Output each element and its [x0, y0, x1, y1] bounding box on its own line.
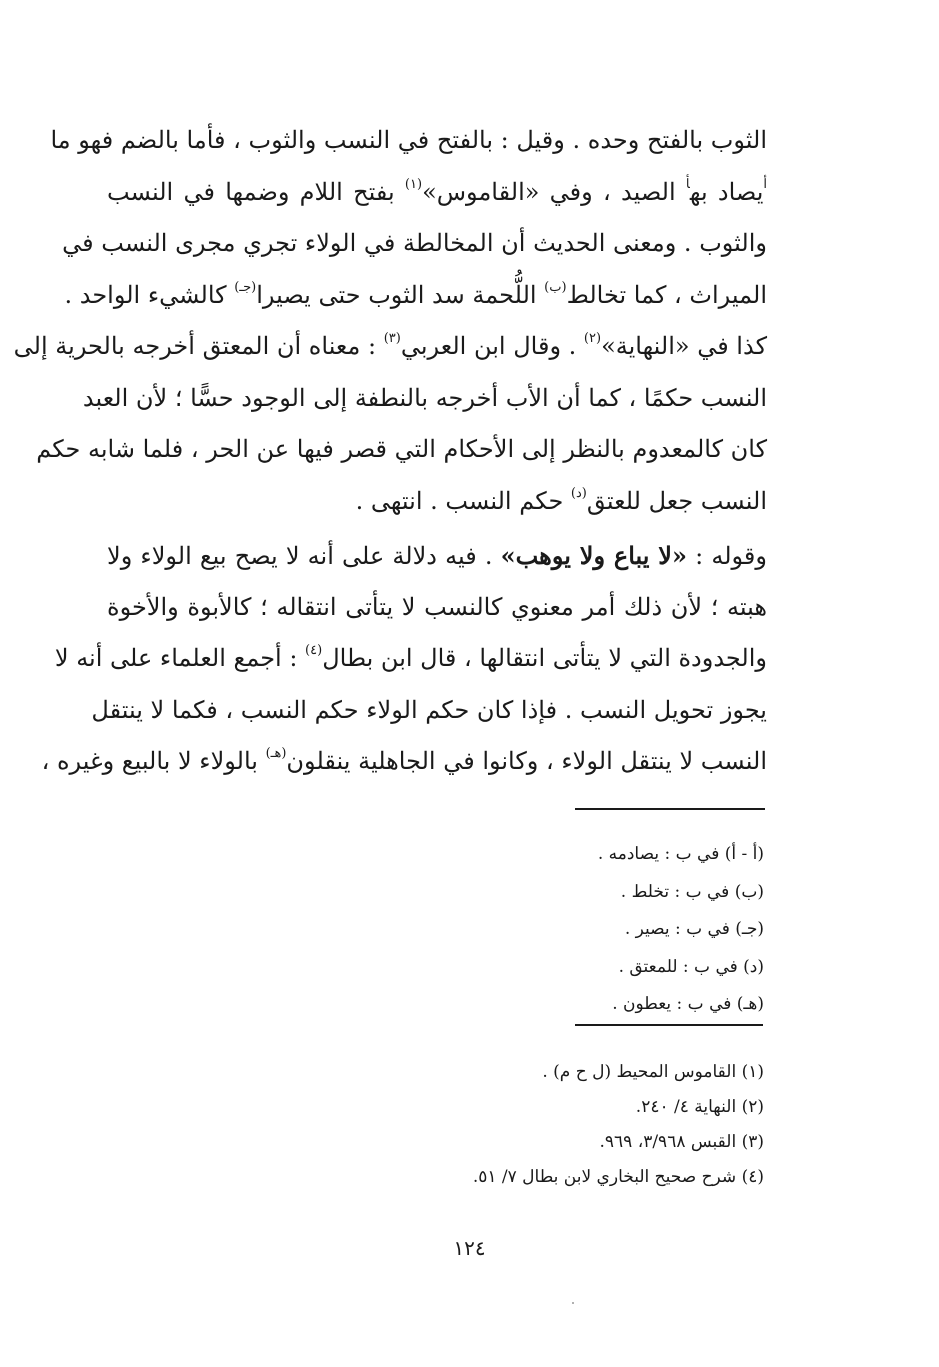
text-line: كذا في «النهاية»$^{(٢)}$ . وقال ابن العربي$^{(٣)}$ : معناه أن المعتق أخرجه بالحرية إلى — [13, 331, 767, 360]
variant-marker: أ — [763, 176, 767, 192]
footnote-marker: (١) — [404, 176, 423, 192]
variant-marker: أ — [685, 176, 690, 192]
variant-note: (د) في ب : للمعتق . — [618, 956, 764, 977]
source-notes — [364, 1055, 764, 1195]
text-line: النسب حكمًا ، كما أن الأب أخرجه بالنطفة إلى الوجود حسًّا ؛ لأن العبد — [82, 383, 767, 412]
variant-marker: (د) — [570, 485, 587, 501]
text-line: الميراث ، كما تخالط$^{(ب)}$ اللُّحمة سد الثوب حتى يصيرا$^{(جـ)}$ كالشيء الواحد . — [64, 279, 767, 309]
variant-note: (ب) في ب : تخلط . — [620, 881, 764, 902]
footnote-marker: (٢) — [583, 331, 602, 346]
source-note: (٣) القبس ٣/٩٦٨، ٩٦٩. — [599, 1132, 764, 1152]
variant-note: (أ - أ) في ب : يصادمه . — [597, 844, 764, 864]
scan-speck — [572, 1302, 574, 1304]
variant-note: (هـ) في ب : يعطون . — [612, 994, 764, 1014]
text-line: والجدودة التي لا يتأتى انتقالها ، قال ابن بطال$^{(٤)}$ : أجمع العلماء على أنه لا — [54, 643, 767, 672]
text-line: والثوب . ومعنى الحديث أن المخالطة في الولاء تجري مجرى النسب في — [62, 229, 767, 257]
variant-notes — [364, 836, 764, 1024]
text-line: هبته ؛ لأن ذلك أمر معنوي كالنسب لا يتأتى انتقاله ؛ كالأبوة والأخوة — [107, 592, 767, 621]
variant-note: (جـ) في ب : يصير . — [624, 919, 764, 939]
quoted-hadith-phrase: «لا يباع ولا يوهب» — [500, 541, 687, 570]
variant-marker: (هـ) — [265, 746, 287, 761]
variant-marker: (ب) — [544, 279, 567, 295]
variant-marker: (جـ) — [234, 279, 257, 295]
main-paragraph-2 — [41, 530, 767, 788]
main-paragraph-1 — [13, 115, 767, 527]
text-line: الثوب بالفتح وحده . وقيل : بالفتح في النسب والثوب ، فأما بالضم فهو ما — [50, 126, 767, 154]
text-line: يجوز تحويل النسب . فإذا كان حكم الولاء حكم النسب ، فكما لا ينتقل — [91, 695, 767, 724]
text-line: النسب جعل للعتق$^{(د)}$ حكم النسب . انتهى . — [355, 485, 767, 515]
footnote-marker: (٣) — [383, 331, 401, 346]
footnote-marker: (٤) — [305, 643, 323, 658]
text-line: النسب لا ينتقل الولاء ، وكانوا في الجاهلية ينقلون$^{(هـ)}$ بالولاء لا بالبيع وغيره ، — [41, 746, 767, 775]
text-line: وقوله : «لا يباع ولا يوهب» . فيه دلالة على أنه لا يصح بيع الولاء ولا — [107, 541, 767, 570]
footnote-separator — [575, 1024, 763, 1026]
page-number: ١٢٤ — [453, 1236, 486, 1260]
source-note: (٤) شرح صحيح البخاري لابن بطال ٧/ ٥١. — [472, 1167, 764, 1187]
text-line: كان كالمعدوم بالنظر إلى الأحكام التي قصر فيها عن الحر ، فلما شابه حكم — [36, 435, 767, 463]
text-line: $^أ$يصاد به$^أ$ الصيد ، وفي «القاموس»$^{(١)}$ بفتح اللام وضمها في النسب — [107, 176, 767, 206]
footnote-separator — [575, 808, 765, 810]
source-note: (٢) النهاية ٤/ ٢٤٠. — [635, 1097, 764, 1117]
source-note: (١) القاموس المحيط (ل ح م) . — [542, 1062, 764, 1082]
